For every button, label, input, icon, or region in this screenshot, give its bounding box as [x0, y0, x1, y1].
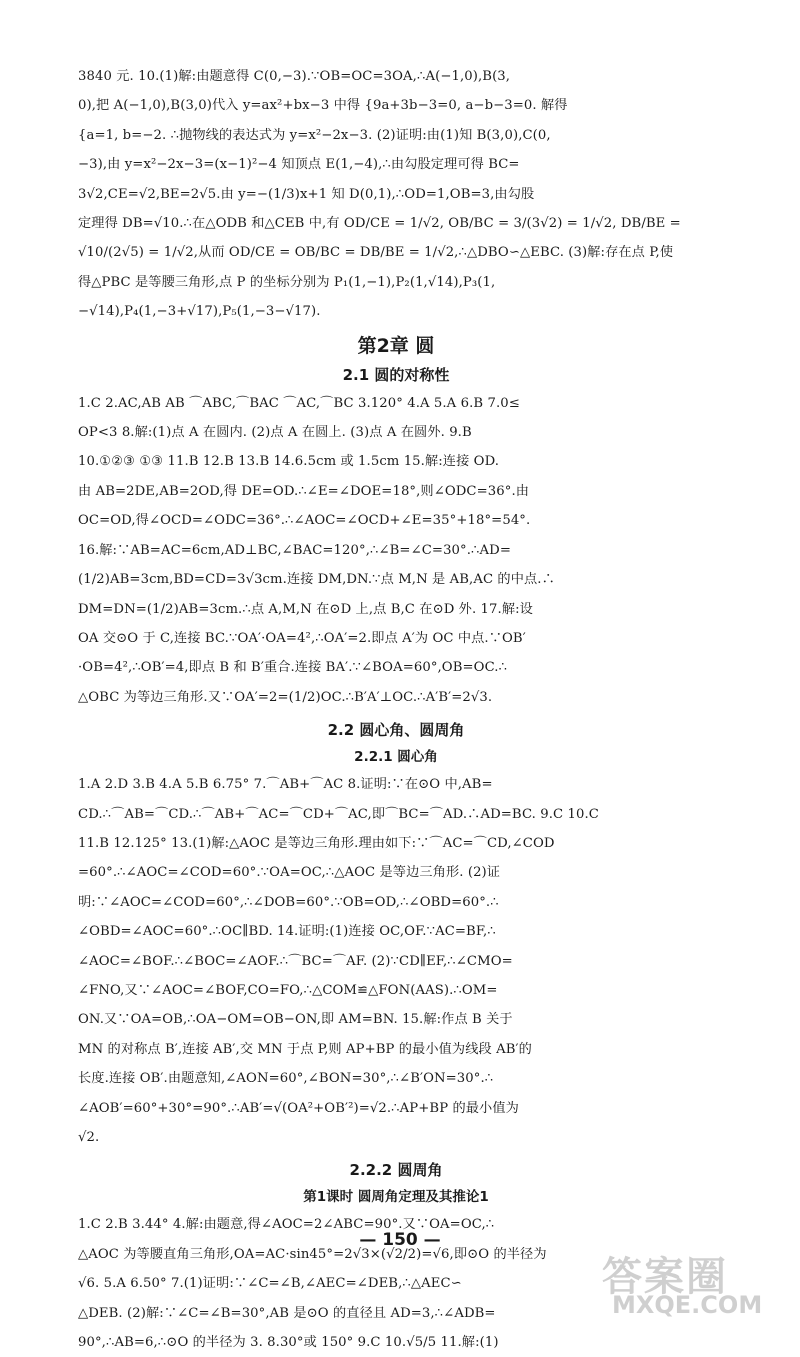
- text-line: OA 交⊙O 于 C,连接 BC.∵OA′·OA=4²,∴OA′=2.即点 A′为 OC 中点.∵OB′: [78, 630, 526, 646]
- text-line: −3),由 y=x²−2x−3=(x−1)²−4 知顶点 E(1,−4),∴由勾股定理可得 BC=: [78, 157, 520, 173]
- watermark-text: 答案圈: [602, 1254, 728, 1300]
- text-line: 1.C 2.B 3.44° 4.解:由题意,得∠AOC=2∠ABC=90°.又∵OA=OC,∴: [78, 1217, 495, 1233]
- answer-page-content: [78, 62, 714, 1357]
- text-line: √6. 5.A 6.50° 7.(1)证明:∵∠C=∠B,∠AEC=∠DEB,∴△AEC∽: [78, 1276, 462, 1292]
- text-line: 长度.连接 OB′.由题意知,∠AON=60°,∠BON=30°,∴∠B′ON=30°.∴: [78, 1071, 494, 1087]
- subsection-title-2-2-2: 2.2.2 圆周角: [349, 1161, 443, 1180]
- text-line: 10.①②③ ①③ 11.B 12.B 13.B 14.6.5cm 或 1.5cm 15.解:连接 OD.: [78, 454, 500, 470]
- text-line: 1.A 2.D 3.B 4.A 5.B 6.75° 7.⌒AB+⌒AC 8.证明:∵在⊙O 中,AB=: [78, 777, 493, 793]
- text-line: {a=1, b=−2. ∴抛物线的表达式为 y=x²−2x−3. (2)证明:由(1)知 B(3,0),C(0,: [78, 127, 551, 143]
- text-line: 由 AB=2DE,AB=2OD,得 DE=OD.∴∠E=∠DOE=18°,则∠ODC=36°.由: [78, 483, 530, 499]
- text-line: DM=DN=(1/2)AB=3cm.∴点 A,M,N 在⊙D 上,点 B,C 在⊙D 外. 17.解:设: [78, 601, 533, 617]
- section-2-1-answers: [78, 389, 714, 712]
- text-line: ∠AOB′=60°+30°=90°.∴AB′=√(OA²+OB′²)=√2.∴AP+BP 的最小值为: [78, 1100, 519, 1116]
- text-line: ∠FNO,又∵∠AOC=∠BOF,CO=FO,∴△COM≌△FON(AAS).∴OM=: [78, 982, 498, 998]
- text-line: 定理得 DB=√10.∴在△ODB 和△CEB 中,有 OD/CE = 1/√2, OB/BC = 3/(3√2) = 1/√2, DB/BE =: [78, 216, 681, 232]
- text-line: 90°,∴AB=6,∴⊙O 的半径为 3. 8.30°或 150° 9.C 10.√5/5 11.解:(1): [78, 1335, 499, 1351]
- watermark-logo: [592, 1245, 782, 1323]
- text-line: 得△PBC 是等腰三角形,点 P 的坐标分别为 P₁(1,−1),P₂(1,√14),P₃(1,: [78, 274, 496, 290]
- text-line: ON.又∵OA=OB,∴OA−OM=OB−ON,即 AM=BN. 15.解:作点 B 关于: [78, 1012, 513, 1028]
- text-line: OP<3 8.解:(1)点 A 在圆内. (2)点 A 在圆上. (3)点 A 在圆外. 9.B: [78, 425, 472, 441]
- section-title-2-2: 2.2 圆心角、圆周角: [327, 721, 465, 740]
- text-line: 16.解:∵AB=AC=6cm,AD⊥BC,∠BAC=120°,∴∠B=∠C=30°.∴AD=: [78, 542, 511, 558]
- text-line: 11.B 12.125° 13.(1)解:△AOC 是等边三角形.理由如下:∵⌒AC=⌒CD,∠COD: [78, 835, 555, 851]
- text-line: ∠OBD=∠AOC=60°.∴OC∥BD. 14.证明:(1)连接 OC,OF.∵AC=BF,∴: [78, 924, 496, 940]
- text-line: =60°.∴∠AOC=∠COD=60°.∵OA=OC,∴△AOC 是等边三角形. (2)证: [78, 865, 501, 881]
- text-line: 3840 元. 10.(1)解:由题意得 C(0,−3).∵OB=OC=3OA,∴A(−1,0),B(3,: [78, 69, 511, 84]
- text-line: ·OB=4²,∴OB′=4,即点 B 和 B′重合.连接 BA′.∵∠BOA=60°,OB=OC.∴: [78, 660, 508, 676]
- watermark-url: MXQE.COM: [612, 1291, 763, 1319]
- section-title-2-1: 2.1 圆的对称性: [342, 365, 450, 384]
- page-number: — 150 —: [359, 1230, 441, 1250]
- text-line: OC=OD,得∠OCD=∠ODC=36°.∴∠AOC=∠OCD+∠E=35°+18°=54°.: [78, 513, 531, 529]
- text-line: √10/(2√5) = 1/√2,从而 OD/CE = OB/BC = DB/BE = 1/√2,∴△DBO∽△EBC. (3)解:存在点 P,使: [78, 245, 674, 261]
- previous-solution-block: [78, 62, 714, 327]
- text-line: △DEB. (2)解:∵∠C=∠B=30°,AB 是⊙O 的直径且 AD=3,∴∠ADB=: [78, 1305, 496, 1321]
- text-line: √2.: [78, 1130, 100, 1145]
- text-line: 1.C 2.AC,AB AB ⌒ABC,⌒BAC ⌒AC,⌒BC 3.120° 4.A 5.A 6.B 7.0≤: [78, 395, 520, 411]
- text-line: 明:∵∠AOC=∠COD=60°,∴∠DOB=60°.∵OB=OD,∴∠OBD=60°.∴: [78, 894, 499, 910]
- text-line: CD.∴⌒AB=⌒CD.∴⌒AB+⌒AC=⌒CD+⌒AC,即⌒BC=⌒AD.∴AD=BC. 9.C 10.C: [78, 806, 599, 822]
- text-line: (1/2)AB=3cm,BD=CD=3√3cm.连接 DM,DN.∵点 M,N 是 AB,AC 的中点.∴: [78, 572, 555, 588]
- lesson-title: 第1课时 圆周角定理及其推论1: [303, 1189, 489, 1206]
- text-line: 3√2,CE=√2,BE=2√5.由 y=−(1/3)x+1 知 D(0,1),∴OD=1,OB=3,由勾股: [78, 186, 535, 202]
- text-line: ∠AOC=∠BOF.∴∠BOC=∠AOF.∴⌒BC=⌒AF. (2)∵CD∥EF,∴∠CMO=: [78, 953, 513, 969]
- text-line: △OBC 为等边三角形.又∵OA′=2=(1/2)OC.∴B′A′⊥OC.∴A′B′=2√3.: [78, 689, 493, 705]
- subsection-title-2-2-1: 2.2.1 圆心角: [354, 749, 438, 766]
- text-line: MN 的对称点 B′,连接 AB′,交 MN 于点 P,则 AP+BP 的最小值为线段 AB′的: [78, 1041, 532, 1057]
- text-line: 0),把 A(−1,0),B(3,0)代入 y=ax²+bx−3 中得 {9a+3b−3=0, a−b−3=0. 解得: [78, 98, 568, 114]
- text-line: −√14),P₄(1,−3+√17),P₅(1,−3−√17).: [78, 304, 321, 320]
- chapter-title: 第2章 圆: [357, 334, 435, 357]
- section-2-2-1-answers: [78, 770, 714, 1152]
- text-line: △AOC 为等腰直角三角形,OA=AC·sin45°=2√3×(√2/2)=√6,即⊙O 的半径为: [78, 1246, 547, 1262]
